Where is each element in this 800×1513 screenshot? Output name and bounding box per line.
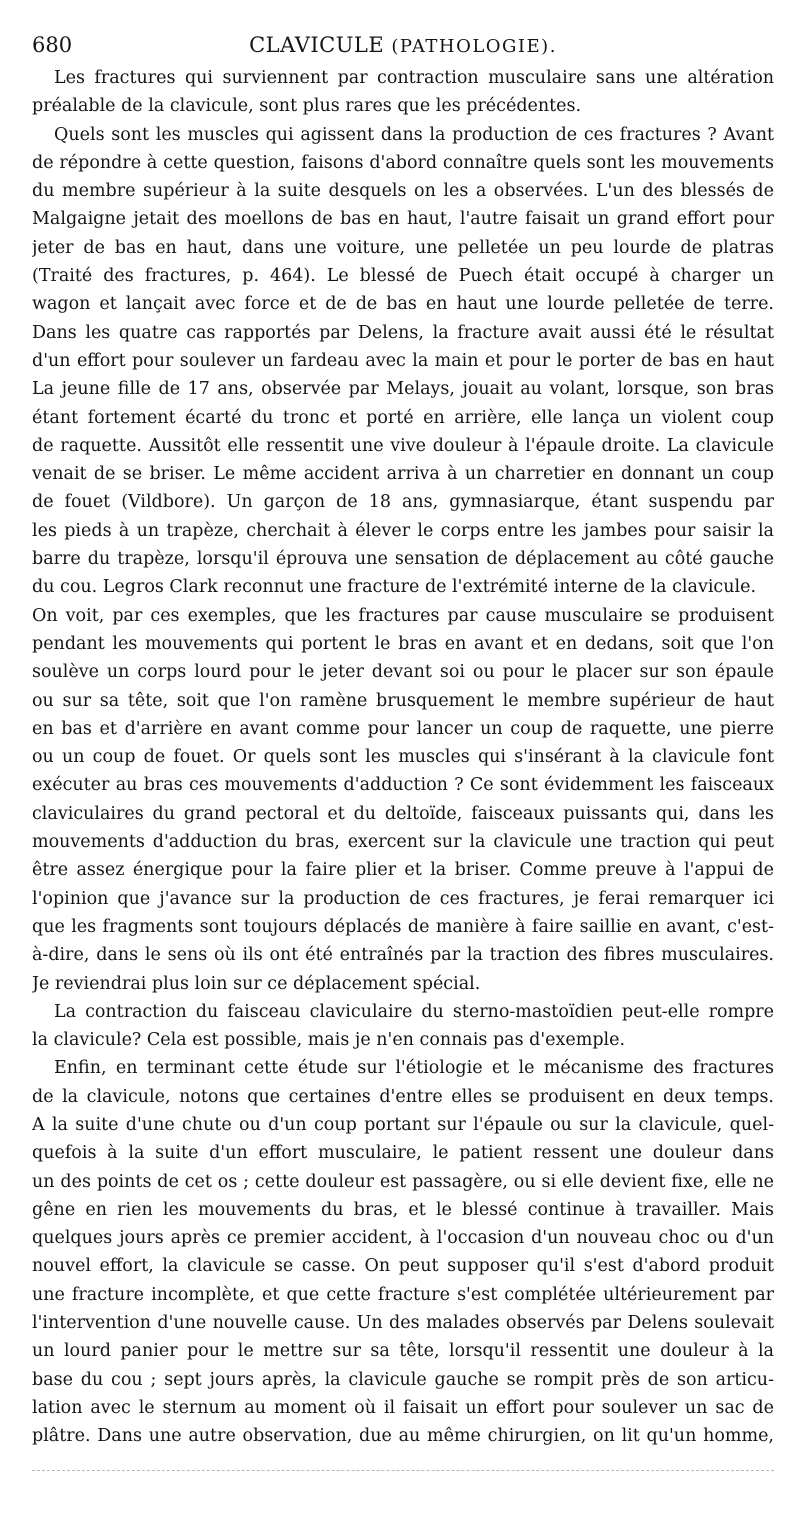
text-line: quelques jours après ce premier accident, à l'occasion d'un nouveau choc ou d'un <box>32 1228 774 1249</box>
text-line: l'opinion que j'avance sur la production de ces fractures, je ferai remarquer ici <box>32 888 774 909</box>
text-line: étant fortement écarté du tronc et porté en arrière, elle lança un violent coup <box>32 407 774 428</box>
text-line: de la clavicule, notons que certaines d'entre elles se produisent en deux temps. <box>32 1086 774 1107</box>
body-text <box>32 64 774 1451</box>
text-line: quefois à la suite d'un effort musculaire, le patient ressent une douleur dans <box>32 1143 774 1164</box>
text-line: d'un effort pour soulever un fardeau avec la main et pour le porter de bas en haut <box>32 350 774 371</box>
text-line: Je reviendrai plus loin sur ce déplacement spécial. <box>32 973 481 994</box>
text-line: de fouet (Vildbore). Un garçon de 18 ans, gymnasiarque, étant suspendu par <box>32 492 774 513</box>
text-line: plâtre. Dans une autre observation, due au même chirurgien, on lit qu'un homme, <box>32 1426 774 1447</box>
running-title-main: CLAVICULE <box>249 33 385 57</box>
text-line: Malgaigne jetait des moellons de bas en haut, l'autre faisait un grand effort pour <box>32 209 774 230</box>
text-line: être assez énergique pour la faire plier et la briser. Comme preuve à l'appui de <box>32 860 774 881</box>
text-line: une fracture incomplète, et que cette fracture s'est complétée ultérieurement par <box>32 1284 774 1305</box>
text-line: wagon et lançait avec force et de de bas en haut une lourde pelletée de terre. <box>32 294 774 315</box>
text-line: claviculaires du grand pectoral et du deltoïde, faisceaux puissants qui, dans les <box>32 803 774 824</box>
text-line: à-dire, dans le sens où ils ont été entraînés par la traction des fibres musculaires. <box>32 945 774 966</box>
text-line: gêne en rien les mouvements du bras, et le blessé continue à travailler. Mais <box>32 1199 774 1220</box>
text-line: de raquette. Aussitôt elle ressentit une vive douleur à l'épaule droite. La clavicule <box>32 435 774 456</box>
text-line: un des points de cet os ; cette douleur est passagère, ou si elle devient fixe, elle ne <box>32 1171 774 1192</box>
text-line: venait de se briser. Le même accident arriva à un charretier en donnant un coup <box>32 464 774 485</box>
text-line: mouvements d'adduction du bras, exercent sur la clavicule une traction qui peut <box>32 832 774 853</box>
text-line: jeter de bas en haut, dans une voiture, une pelletée un peu lourde de platras <box>32 237 774 258</box>
text-line: ou un coup de fouet. Or quels sont les muscles qui s'insérant à la clavicule font <box>32 747 774 768</box>
text-line: lation avec le sternum au moment où il faisait un effort pour soulever un sac de <box>32 1397 774 1418</box>
text-line: barre du trapèze, lorsqu'il éprouva une sensation de déplacement au côté gauche <box>32 549 774 570</box>
text-line: soulève un corps lourd pour le jeter devant soi ou pour le placer sur son épaule <box>32 662 774 683</box>
text-line: (Traité des fractures, p. 464). Le blessé de Puech était occupé à charger un <box>32 266 774 287</box>
text-line: les pieds à un trapèze, cherchait à élever le corps entre les jambes pour saisir la <box>32 520 774 541</box>
page-number: 680 <box>32 33 73 57</box>
text-line: Quels sont les muscles qui agissent dans la production de ces fractures ? Avant <box>54 124 774 145</box>
text-line: préalable de la clavicule, sont plus rares que les précédentes. <box>32 96 582 117</box>
text-line: exécuter au bras ces mouvements d'adduction ? Ce sont évidemment les faisceaux <box>32 775 774 796</box>
text-line: Les fractures qui surviennent par contraction musculaire sans une altération <box>54 68 774 88</box>
text-line: La jeune fille de 17 ans, observée par Melays, jouait au volant, lorsque, son bras <box>32 379 774 400</box>
text-line: de répondre à cette question, faisons d'abord connaître quels sont les mouvements <box>32 152 774 173</box>
text-line: du cou. Legros Clark reconnut une fracture de l'extrémité interne de la clavicule. <box>32 577 757 598</box>
running-title-sub: (PATHOLOGIE). <box>391 36 557 57</box>
scan-artifact-marks <box>32 1470 774 1473</box>
text-line: ou sur sa tête, soit que l'on ramène brusquement le membre supérieur de haut <box>32 690 774 711</box>
text-line: un lourd panier pour le mettre sur sa tête, lorsqu'il ressentit une douleur à la <box>32 1341 774 1362</box>
text-line: base du cou ; sept jours après, la clavicule gauche se rompit près de son articu- <box>32 1369 774 1390</box>
text-line: Dans les quatre cas rapportés par Delens, la fracture avait aussi été le résultat <box>32 322 774 343</box>
running-title <box>32 30 774 62</box>
text-line: A la suite d'une chute ou d'un coup portant sur l'épaule ou sur la clavicule, quel- <box>32 1114 774 1135</box>
text-line: l'intervention d'une nouvelle cause. Un des malades observés par Delens soulevait <box>32 1313 774 1334</box>
text-line: On voit, par ces exemples, que les fractures par cause musculaire se produisent <box>32 605 774 626</box>
text-line: pendant les mouvements qui portent le bras en avant et en dedans, soit que l'on <box>32 633 774 654</box>
text-line: Enfin, en terminant cette étude sur l'étiologie et le mécanisme des fractures <box>54 1058 774 1079</box>
text-line: la clavicule? Cela est possible, mais je n'en connais pas d'exemple. <box>32 1030 626 1051</box>
text-line: du membre supérieur à la suite desquels on les a observées. L'un des blessés de <box>32 181 774 202</box>
page-header <box>32 30 774 60</box>
text-line: La contraction du faisceau claviculaire du sterno-mastoïdien peut-elle rompre <box>54 1001 774 1022</box>
text-line: que les fragments sont toujours déplacés de manière à faire saillie en avant, c'est- <box>32 916 774 937</box>
text-line: en bas et d'arrière en avant comme pour lancer un coup de raquette, une pierre <box>32 718 774 739</box>
text-line: nouvel effort, la clavicule se casse. On peut supposer qu'il s'est d'abord produit <box>32 1256 774 1277</box>
